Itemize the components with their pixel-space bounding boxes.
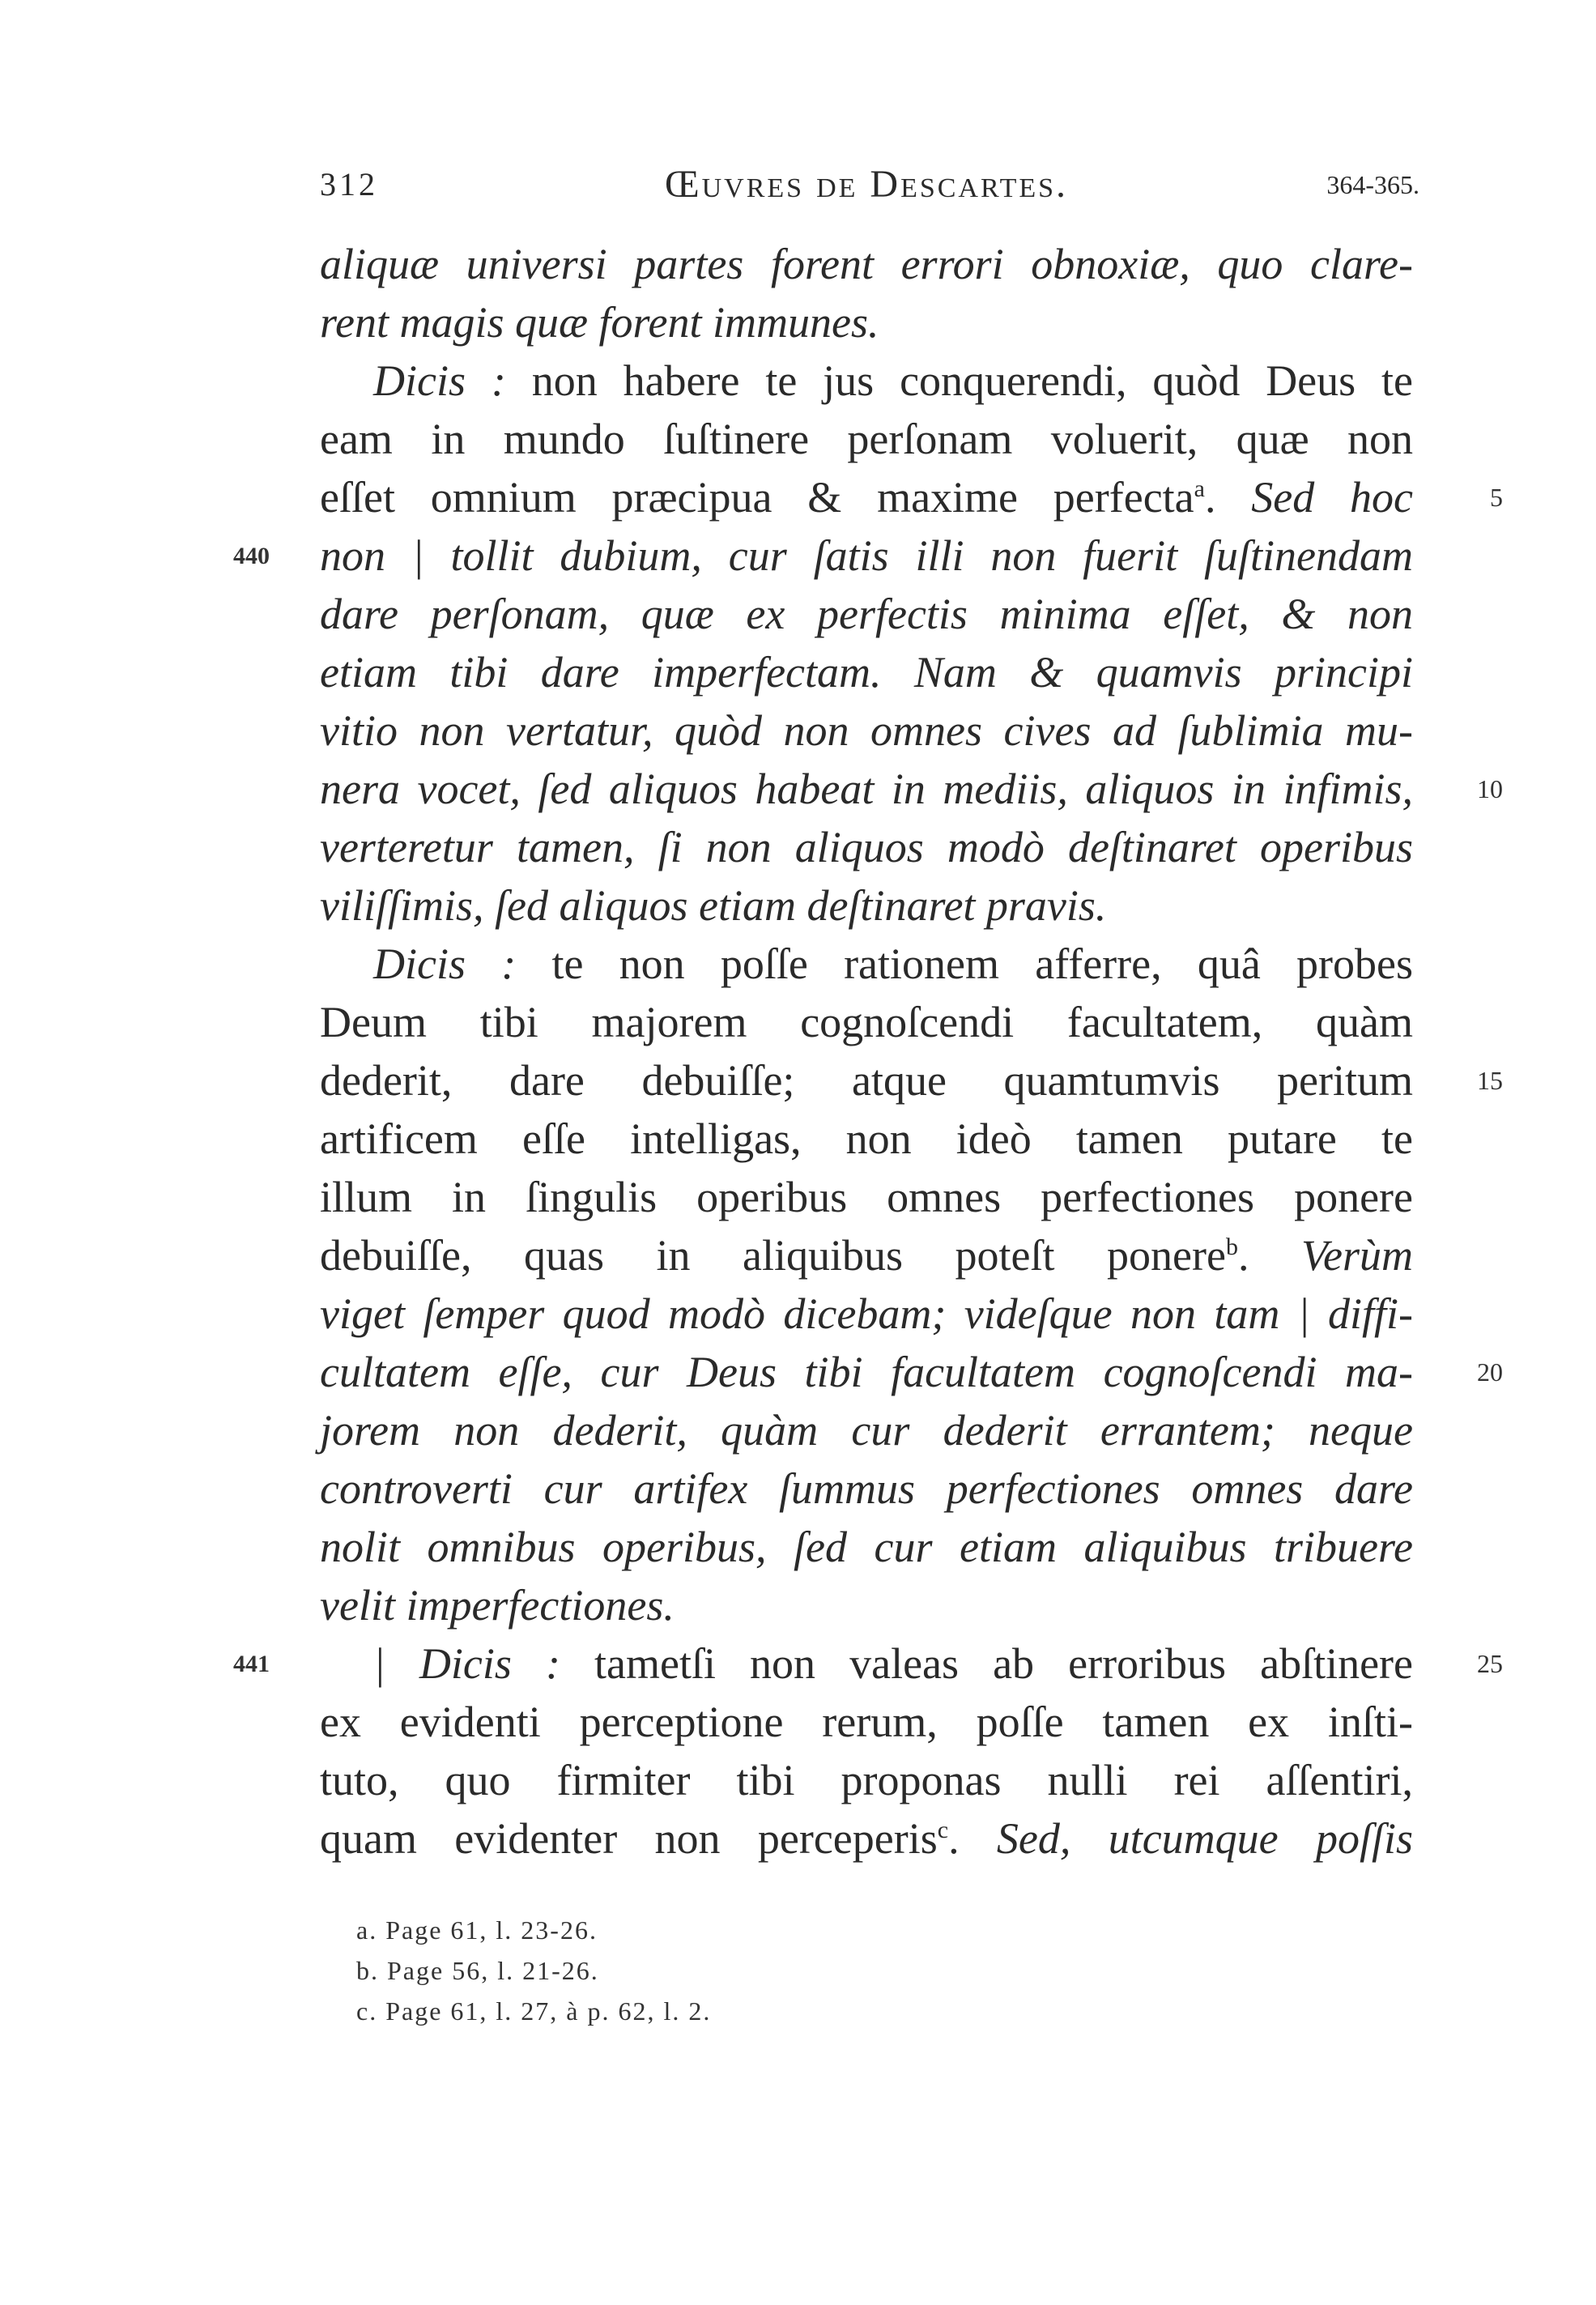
line-number: 5 (1490, 483, 1503, 512)
text-line (320, 1634, 1413, 1693)
text-segment: eſſet omnium præcipua & maxime perfecta (320, 473, 1194, 522)
footnote: a. Page 61, l. 23-26. (356, 1915, 598, 1945)
text-line (320, 468, 1413, 526)
running-title: Œuvres de Descartes. (664, 163, 1069, 206)
margin-page-number: 440 (233, 543, 270, 569)
text-line (320, 352, 1413, 410)
text-segment: artificem eſſe intelligas, non ideò tamen putare te (320, 1114, 1413, 1163)
text-segment: . (1204, 473, 1252, 522)
text-segment: Deum tibi majorem cognoſcendi facultatem, quàm (320, 998, 1413, 1046)
footnote-ref: b (1225, 1233, 1238, 1260)
text-segment: nolit omnibus operibus, ſed cur etiam aliquibus tribuere (320, 1523, 1413, 1571)
text-segment: . (1237, 1231, 1302, 1280)
text-segment: nera vocet, ſed aliquos habeat in mediis, aliquos in infimis, (320, 765, 1413, 813)
text-line (320, 1226, 1413, 1285)
text-segment: etiam tibi dare imperfectam. Nam & quamvis principi (320, 648, 1413, 697)
line-number: 15 (1477, 1066, 1503, 1095)
text-line (320, 1518, 1413, 1576)
text-line (320, 1809, 1413, 1868)
text-line (320, 1751, 1413, 1809)
text-segment: te non poſſe rationem afferre, quâ probes (551, 939, 1413, 988)
text-segment: . (948, 1814, 997, 1863)
text-segment: verteretur tamen, ſi non aliquos modò deſtinaret operibus (320, 823, 1413, 871)
text-line (320, 993, 1413, 1051)
page-range: 364-365. (1326, 170, 1419, 199)
margin-page-number: 441 (233, 1651, 270, 1677)
footnote-ref: c (937, 1817, 949, 1843)
text-segment: illum in ſingulis operibus omnes perfectiones ponere (320, 1173, 1413, 1221)
text-line (320, 1693, 1413, 1751)
text-line (320, 526, 1413, 585)
text-line (320, 876, 1413, 935)
text-line (320, 1051, 1413, 1110)
text-line (320, 585, 1413, 643)
text-segment: eam in mundo ſuſtinere perſonam voluerit, quæ non (320, 415, 1413, 463)
text-line (320, 1401, 1413, 1459)
text-segment: ex evidenti perceptione rerum, poſſe tamen ex inſti- (320, 1698, 1413, 1746)
text-line (320, 935, 1413, 993)
text-line (320, 235, 1413, 293)
text-segment: aliquæ universi partes forent errori obnoxiæ, quo clare- (320, 240, 1413, 288)
text-line (320, 1110, 1413, 1168)
footnote-ref: a (1194, 475, 1205, 502)
text-segment: jorem non dederit, quàm cur dederit errantem; neque (320, 1406, 1413, 1455)
text-line (320, 1285, 1413, 1343)
text-segment: dederit, dare debuiſſe; atque quamtumvis peritum (320, 1056, 1413, 1105)
text-line (320, 293, 1413, 352)
text-line (320, 410, 1413, 468)
text-line (320, 1168, 1413, 1226)
text-segment: dare perſonam, quæ ex perfectis minima eſſet, & non (320, 590, 1413, 638)
footnotes (356, 1910, 1085, 2031)
text-segment: rent magis quæ forent immunes. (320, 298, 879, 347)
text-segment: viget ſemper quod modò dicebam; videſque non tam | diffi- (320, 1289, 1413, 1338)
text-segment: cultatem eſſe, cur Deus tibi facultatem cognoſcendi ma- (320, 1348, 1413, 1396)
text-line (320, 760, 1413, 818)
text-line (320, 701, 1413, 760)
text-segment: quam evidenter non perceperis (320, 1814, 938, 1863)
text-segment: controverti cur artifex ſummus perfectiones omnes dare (320, 1464, 1413, 1513)
text-segment: Dicis : (373, 939, 552, 988)
text-segment: viliſſimis, ſed aliquos etiam deſtinaret pravis. (320, 881, 1107, 930)
text-line (320, 1576, 1413, 1634)
text-segment: | Dicis : (373, 1639, 595, 1688)
text-line (320, 643, 1413, 701)
text-line (320, 818, 1413, 876)
text-line (320, 1343, 1413, 1401)
text-line (320, 1459, 1413, 1518)
text-segment: Sed hoc (1251, 473, 1413, 522)
line-number: 10 (1477, 774, 1503, 803)
text-segment: tametſi non valeas ab erroribus abſtinere (594, 1639, 1414, 1688)
footnote: c. Page 61, l. 27, à p. 62, l. 2. (356, 1996, 712, 2026)
text-segment: Sed, utcumque poſſis (996, 1814, 1414, 1863)
page-number: 312 (320, 166, 378, 202)
line-number: 25 (1477, 1649, 1503, 1678)
text-segment: vitio non vertatur, quòd non omnes cives ad ſublimia mu- (320, 706, 1413, 755)
text-segment: Verùm (1301, 1231, 1413, 1280)
running-header (320, 162, 1419, 211)
line-number: 20 (1477, 1357, 1503, 1387)
text-segment: Dicis : (373, 356, 532, 405)
text-segment: velit imperfectiones. (320, 1581, 675, 1630)
text-segment: tuto, quo firmiter tibi proponas nulli rei aſſentiri, (320, 1756, 1413, 1804)
footnote: b. Page 56, l. 21-26. (356, 1956, 599, 1985)
text-segment: debuiſſe, quas in aliquibus poteſt ponere (320, 1231, 1226, 1280)
text-segment: non | tollit dubium, cur ſatis illi non fuerit ſuſtinendam (320, 531, 1413, 580)
text-segment: non habere te jus conquerendi, quòd Deus te (531, 356, 1414, 405)
